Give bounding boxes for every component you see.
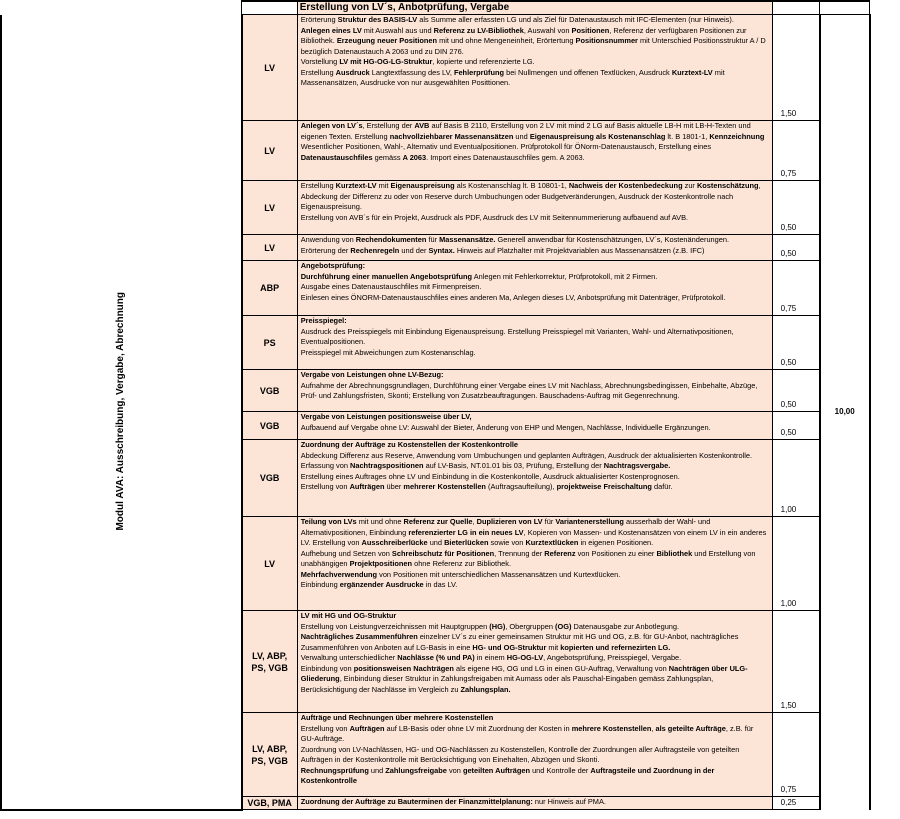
row-description: Zuordnung der Aufträge zu Kostenstellen der Kostenkontrolle Abdeckung Differenz aus Reserve, Anwendung vom Umbuchungen und geplanten Aufträgen, Ausdruck der aktualisierten Kostenkontrolle. Erfassung von Nachtragspositionen auf LV-Basis, NT.01.01 bis 03, Prüfung, Erstellung der Nachtragsvergabe. Erstellung eines Auftrages ohne LV und Einbindung in die Kostenkontolle, Ausdruck aktualisierter Kostenprognosen. Erstellung von Aufträgen über mehrerer Kostenstellen (Auftragsaufteilung), projektweise Freischaltung dafür.	[297, 440, 772, 517]
row-code: LV	[242, 15, 298, 121]
row-hours: 0,50	[772, 316, 820, 370]
module-label-cell	[1, 15, 242, 810]
row-description: Zuordnung der Aufträge zu Bauterminen der Finanzmittelplanung: nur Hinweis auf PMA.	[297, 797, 772, 810]
right-margin-cell	[870, 1, 900, 15]
row-code: LV	[242, 181, 298, 235]
header-code-cell	[242, 1, 298, 15]
row-description: Erstellung Kurztext-LV mit Eigenauspreisung als Kostenanschlag lt. B 10801-1, Nachweis der Kostenbedeckung zur Kostenschätzung, Abdeckung der Differenz zu oder von Reserve durch Umbuchungen oder Budgetveränderungen, Ausdruck der Kostenkontrolle nach Eigenauspreisung. Erstellung von AVB´s für ein Projekt, Ausdruck als PDF, Ausdruck des LV mit Seitennummerierung aufbauend auf AVB.	[297, 181, 772, 235]
section-header-row	[1, 1, 900, 15]
row-code: LV, ABP, PS, VGB	[242, 713, 298, 797]
row-code: VGB, PMA	[242, 797, 298, 810]
row-code: VGB	[242, 440, 298, 517]
row-code: ABP	[242, 261, 298, 316]
module-label: Modul AVA: Ausschreibung, Vergabe, Abrechnung	[115, 292, 127, 531]
row-hours: 1,00	[772, 517, 820, 611]
row-hours: 0,50	[772, 412, 820, 440]
row-hours: 1,50	[772, 15, 820, 121]
row-description: Anlegen von LV´s, Erstellung der AVB auf Basis B 2110, Erstellung von 2 LV mit mind 2 LG auf Basis aktuelle LB-H mit LB-H-Texten und eigenen Texten. Erstellung nachvollziehbarer Massenansätzen und Eigenauspreisung als Kostenanschlag lt. B 1801-1, Kennzeichnung Wesentlicher Positionen, Wahl-, Alternativ und Eventualpositionen. Prüfprotokoll für ÖNorm-Datenaustausch, Erstellung eines Datenaustauschfiles gemäss A 2063. Import eines Datenaustauschfiles gem. A 2063.	[297, 121, 772, 181]
row-code: VGB	[242, 370, 298, 412]
table-row	[1, 15, 900, 121]
row-hours: 0,50	[772, 181, 820, 235]
row-hours: 1,00	[772, 440, 820, 517]
row-description: Anwendung von Rechendokumenten für Massenansätze. Generell anwendbar für Kostenschätzungen, LV´s, Kostenänderungen. Erörterung der Rechenregeln und der Syntax. Hinweis auf Platzhalter mit Projektvariablen aus Massenansätzen (z.B. IFC)	[297, 235, 772, 261]
row-description: Vergabe von Leistungen positionsweise über LV, Aufbauend auf Vergabe ohne LV: Auswahl der Bieter, Änderung von EHP und Mengen, Nachlässe, Individuelle Ergänzungen.	[297, 412, 772, 440]
header-total-cell	[820, 1, 870, 15]
left-margin-cell	[1, 1, 242, 15]
row-description: Angebotsprüfung: Durchführung einer manuellen Angebotsprüfung Anlegen mit Fehlerkorrektur, Prüfprotokoll, mit 2 Firmen. Ausgabe eines Datenaustauschfiles mit Firmenpreisen. Einlesen eines ÖNORM-Datenaustauschfiles eines anderen Ma, Anlegen dieses LV, Anbotsprüfung mit Datenträger, Prüfprotokoll.	[297, 261, 772, 316]
row-code: LV	[242, 235, 298, 261]
row-description: LV mit HG und OG-Struktur Erstellung von Leistungverzeichnissen mit Hauptgruppen (HG), Obergruppen (OG) Datenausgabe zur Anbotlegung. Nachträgliches Zusammenführen einzelner LV´s zu einer gemeinsamen Struktur mit HG und OG, z.B. für GU-Anbot, nachträgliches Zusammenführen von Anboten auf LG-Basis in eine HG- und OG-Struktur mit kopierten und refernezirten LG. Verwaltung unterschiedlicher Nachlässe (% und PA) in einem HG-OG-LV, Angebotsprüfung, Preisspiegel, Vergabe. Einbindung von positionsweisen Nachträgen als eigene HG, OG und LG in einen GU-Auftrag, Verwaltung von Nachträgen über ULG-Gliederung, Einbindung dieser Struktur in Zahlungsfreigaben mit Aumass oder als Pauschal-Eingaben gemäss Zahlungsplan, Berücksichtigung der Nachlässe im Vergleich zu Zahlungsplan.	[297, 611, 772, 713]
row-hours: 0,75	[772, 713, 820, 797]
right-margin-cell	[870, 15, 900, 810]
row-hours: 0,25	[772, 797, 820, 810]
row-description: Preisspiegel: Ausdruck des Preisspiegels mit Einbindung Eigenauspreisung. Erstellung Preisspiegel mit Varianten, Wahl- und Alternativpositionen, Eventualpositionen. Preisspiegel mit Abweichungen zum Kostenanschlag.	[297, 316, 772, 370]
row-hours: 0,75	[772, 121, 820, 181]
row-code: LV, ABP, PS, VGB	[242, 611, 298, 713]
row-code: LV	[242, 517, 298, 611]
row-description: Vergabe von Leistungen ohne LV-Bezug: Aufnahme der Abrechnungsgrundlagen, Durchführung einer Vergabe eines LV mit Nachlass, Abrechnungsbedingissen, Einbehalte, Abzüge, Prüf- und Zahlungsfristen, Skonti; Erstellung von Zusatzbeauftragungen. Bauschadens-Auftrag mit Gegenrechnung.	[297, 370, 772, 412]
row-hours: 1,50	[772, 611, 820, 713]
row-hours: 0,50	[772, 370, 820, 412]
row-hours: 0,50	[772, 235, 820, 261]
row-code: LV	[242, 121, 298, 181]
module-total: 10,00	[820, 15, 870, 810]
row-hours: 0,75	[772, 261, 820, 316]
row-code: VGB	[242, 412, 298, 440]
row-description: Teilung von LVs mit und ohne Referenz zur Quelle, Duplizieren von LV für Variantenerstellung ausserhalb der Wahl- und Alternativpositionen, Einbindung referenzierter LG in ein neues LV, Kopieren von Massen- und Kostenansätzen von einem LV in ein anderes LV. Erstellung von Ausschreiberlücke und Bieterlücken sowie von Kurztextlücken in eigenen Positionen. Aufhebung und Setzen von Schreibschutz für Positionen, Trennung der Referenz von Positionen zu einer Bibliothek und Erstellung von unabhängigen Projektpositionen ohne Referenz zur Bibliothek. Mehrfachverwendung von Positionen mit unterschiedlichen Massenansätzen und Kurtextlücken. Einbindung ergänzender Ausdrucke in das LV.	[297, 517, 772, 611]
header-value-cell	[772, 1, 820, 15]
row-description: Erörterung Struktur des BASIS-LV als Summe aller erfassten LG und als Ziel für Datenaustausch mit IFC-Elementen (nur Hinweis). Anlegen eines LV mit Auswahl aus und Referenz zu LV-Bibliothek, Auswahl von Positionen, Referenz der verfügbaren Positionen zur Bibliothek. Erzeugung neuer Positionen mit und ohne Mengeneinheit, Erörtertung Positionsnummer mit Unterschied Positionsstruktur A / D bezüglich Datenaustauch A 2063 und zu DIN 276. Vorstellung LV mit HG-OG-LG-Struktur, kopierte und referenzierte LG. Erstellung Ausdruck Langtextfassung des LV, Fehlerprüfung bei Nullmengen und offenen Textlücken, Ausdruck Kurztext-LV mit Massenansätzen, Ausdrucke von nur ausgewählten Posittionen.	[297, 15, 772, 121]
section-title: Erstellung von LV´s, Anbotprüfung, Vergabe	[297, 1, 772, 15]
row-description: Aufträge und Rechnungen über mehrere Kostenstellen Erstellung von Aufträgen auf LB-Basis oder ohne LV mit Zuordnung der Kosten in mehrere Kostenstellen, als geteilte Aufträge, z.B. für GU-Aufträge. Zuordnung von LV-Nachlässen, HG- und OG-Nachlässen zu Kostenstellen, Kontrolle der Zuordnungen aller Auftragsteile von geteilten Aufträgen in der Kostenkontrolle mit Berücksichtigung von Einehalten, Abzügen und Skonti. Rechnungsprüfung und Zahlungsfreigabe von geteilten Aufträgen und Kontrolle der Auftragsteile und Zuordnung in der Kostenkontrolle	[297, 713, 772, 797]
row-code: PS	[242, 316, 298, 370]
